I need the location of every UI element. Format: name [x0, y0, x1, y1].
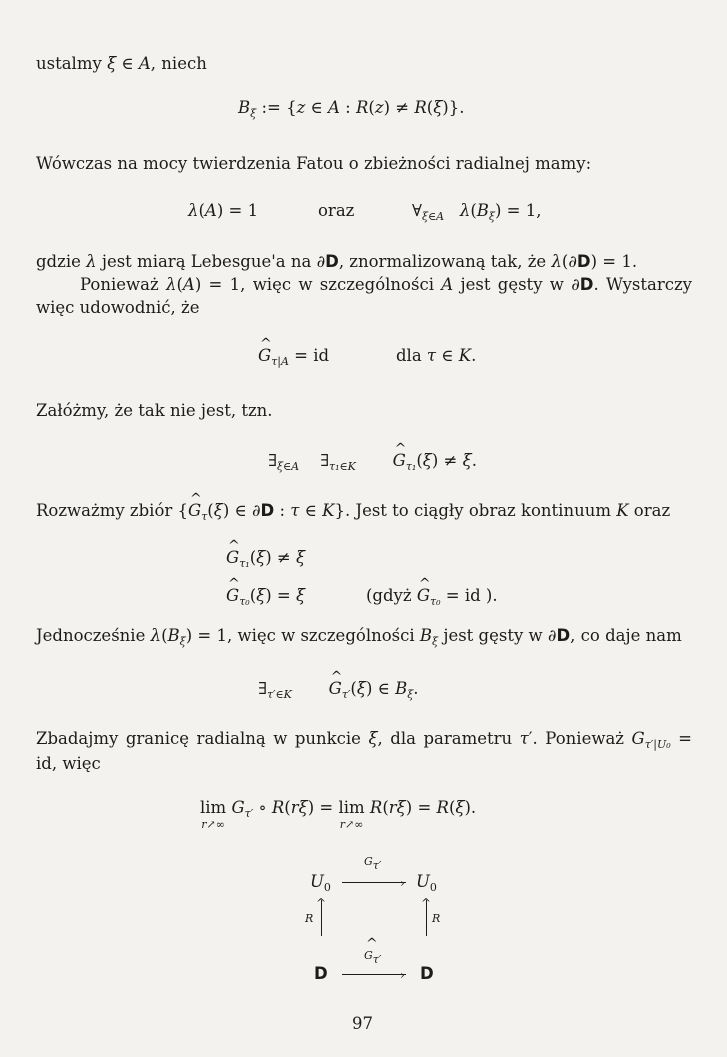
- paragraph-lebesgue: gdzie λ jest miarą Lebesgue'a na ∂D, znormalizowaną tak, że λ(∂D) = 1.: [36, 252, 638, 271]
- equation-exists-tau-prime: $\exists_{\tau'\in K}$ ^ $G_{\tau'}(\xi)$ ∈ $B_\xi$.: [258, 677, 419, 702]
- diagram-arrow-top: [342, 882, 406, 883]
- equation-exists: $\exists_{\xi\in A}$ $\exists_{\tau_1\in K}$ ^ $G_{\tau_1}(\xi) \ne \xi$.: [268, 449, 477, 474]
- diagram-node-bottom-right: D: [420, 964, 434, 983]
- paragraph-ponieważ: Ponieważ λ(A) = 1, więc w szczególności A jest gęsty w ∂D. Wystarczy więc udowodnić, że: [36, 275, 692, 317]
- equation-b-xi: $B_\xi$ := {z ∈ A : R(z) ≠ R(ξ)}.: [238, 98, 465, 120]
- equation-forall: $\forall_{\xi\in A}$ $\lambda(B_\xi) = 1$,: [412, 201, 542, 223]
- diagram-arrowhead-bottom: ›: [400, 968, 405, 982]
- diagram-node-bottom-left: D: [314, 964, 328, 983]
- diagram-label-bottom: ^ Gτ′: [364, 944, 381, 967]
- diagram-arrow-bottom: [342, 974, 406, 975]
- paragraph-jednoczesnie: Jednocześnie $\lambda(B_\xi) = 1$, więc w szczególności $B_\xi$ jest gęsty w ∂D, co daje nam: [36, 626, 682, 648]
- diagram-label-top: Gτ′: [364, 855, 382, 872]
- equation-limit: lim $^{r↗\infty}$ $G_{\tau'}$ ∘ R(rξ) = lim $^{r↗\infty}$ R(rξ) = R(ξ).: [200, 798, 477, 831]
- paragraph-fatou: Wówczas na mocy twierdzenia Fatou o zbieżności radialnej mamy:: [36, 154, 592, 173]
- equation-gdyz: (gdyż ^ $G_{\tau_0}$ = id ).: [366, 584, 498, 609]
- equation-g-tau1: ^ $G_{\tau_1}(\xi) \ne \xi$: [226, 546, 305, 571]
- equation-g-id: ^ $G_{\tau|A}$ = id: [258, 344, 329, 369]
- equation-g-tau0: ^ $G_{\tau_0}(\xi) = \xi$: [226, 584, 305, 609]
- paragraph-zbadajmy: Zbadajmy granicę radialną w punkcie ξ, dla parametru τ′. Ponieważ $G_{\tau'|U_0}$ = id, więc: [36, 729, 693, 773]
- diagram-label-right: R: [432, 912, 441, 925]
- diagram-label-left: R: [305, 912, 314, 925]
- paragraph-zalozmy: Załóżmy, że tak nie jest, tzn.: [36, 401, 273, 420]
- diagram-arrowhead-top: ›: [400, 876, 405, 890]
- page-number: 97: [352, 1014, 373, 1033]
- equation-dla-tau: dla τ ∈ K.: [396, 346, 477, 365]
- equation-lambda-a: λ(A) = 1: [188, 201, 259, 220]
- diagram-arrowhead-left: ^: [316, 896, 327, 910]
- paragraph-rozwazmy: Rozważmy zbiór {^ $G_\tau(\xi)$ ∈ ∂D : τ ∈ K}. Jest to ciągły obraz kontinuum K oraz: [36, 499, 692, 524]
- equation-oraz: oraz: [318, 201, 355, 220]
- text-line-1: ustalmy ξ ∈ A, niech: [36, 54, 207, 73]
- diagram-arrowhead-right: ^: [421, 896, 432, 910]
- diagram-node-top-right: $U_0$: [416, 872, 437, 894]
- diagram-node-top-left: $U_0$: [310, 872, 331, 894]
